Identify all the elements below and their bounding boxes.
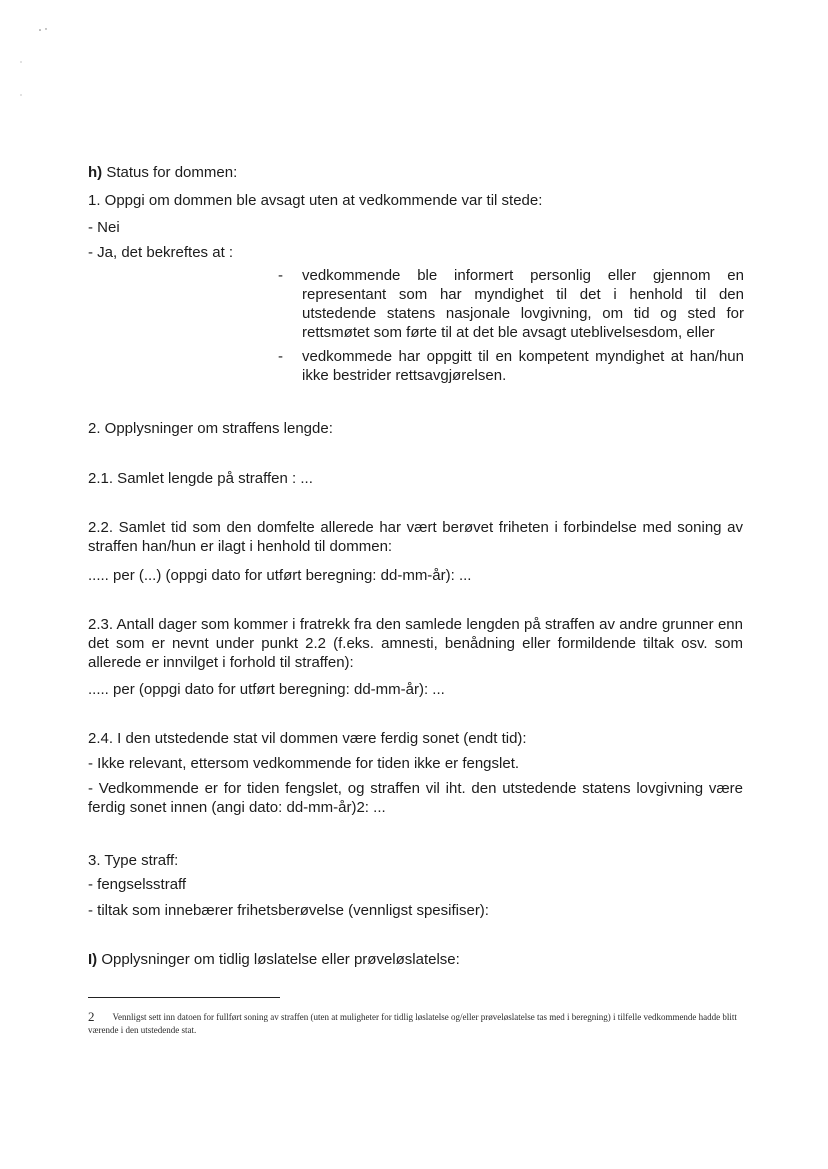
section-h-label: h) <box>88 164 103 181</box>
paragraph-2-2: 2.2. Samlet tid som den domfelte allerede har vært berøvet friheten i forbindelse med soning av straffen han/hun er ilagt i henhold til dommen: <box>88 519 743 555</box>
paragraph-2-4: 2.4. I den utstedende stat vil dommen være ferdig sonet (endt tid): <box>88 730 527 747</box>
scan-specks <box>0 0 60 110</box>
question-1: 1. Oppgi om dommen ble avsagt uten at vedkommende var til stede: <box>88 192 543 209</box>
footnote-text: Vennligst sett inn datoen for fullført soning av straffen (uten at muligheter for tidlig løslatelse og/eller prøveløslatelse tas med i beregning) i tilfelle vedkommende hadde blitt værende i den utstedende stat. <box>88 1012 737 1035</box>
bullet-dash: - <box>278 348 283 365</box>
bullet-text: vedkommede har oppgitt til en kompetent myndighet at han/hun ikke bestrider rettsavgjørelsen. <box>302 348 744 384</box>
paragraph-2-3-line: ..... per (oppgi dato for utført beregning: dd-mm-år): ... <box>88 681 445 698</box>
footnote-number: 2 <box>88 1009 95 1024</box>
option-no: - Nei <box>88 219 120 236</box>
section-i-heading <box>88 950 460 969</box>
bullet-text: vedkommende ble informert personlig eller gjennom en representant som har myndighet til det i henhold til den utstedende statens nasjonale lovgivning, om tid og sted for rettsmøtet som førte til at det ble avsagt uteblivelsesdom, eller <box>302 267 744 341</box>
paragraph-2-4-a: - Ikke relevant, ettersom vedkommende for tiden ikke er fengslet. <box>88 755 520 772</box>
section-3-item: - tiltak som innebærer frihetsberøvelse (vennligst spesifiser): <box>88 902 489 919</box>
section-3-item: - fengselsstraff <box>88 876 187 893</box>
section-2-heading: 2. Opplysninger om straffens lengde: <box>88 420 333 437</box>
section-3-heading: 3. Type straff: <box>88 852 179 869</box>
footnote-separator <box>88 997 280 998</box>
paragraph-2-4-b: - Vedkommende er for tiden fengslet, og straffen vil iht. den utstedende statens lovgivning være ferdig sonet innen (angi dato: dd-mm-år)2: ... <box>88 780 743 816</box>
bullet-item <box>278 347 744 385</box>
option-yes: - Ja, det bekreftes at : <box>88 244 234 261</box>
section-h-title: Status for dommen: <box>106 164 238 181</box>
section-i-title: Opplysninger om tidlig løslatelse eller prøveløslatelse: <box>101 951 460 968</box>
section-i-label: I) <box>88 951 98 968</box>
paragraph-2-1: 2.1. Samlet lengde på straffen : ... <box>88 470 313 487</box>
paragraph-2-2-line: ..... per (...) (oppgi dato for utført beregning: dd-mm-år): ... <box>88 567 472 584</box>
footnote <box>88 1010 758 1037</box>
bullet-item <box>278 266 744 342</box>
section-h-heading <box>88 163 237 182</box>
bullet-dash: - <box>278 267 283 284</box>
paragraph-2-3: 2.3. Antall dager som kommer i fratrekk fra den samlede lengden på straffen av andre grunner enn det som er nevnt under punkt 2.2 (f.eks. amnesti, benådning eller formildende tiltak osv. som allerede er innvilget i forhold til straffen): <box>88 616 743 671</box>
